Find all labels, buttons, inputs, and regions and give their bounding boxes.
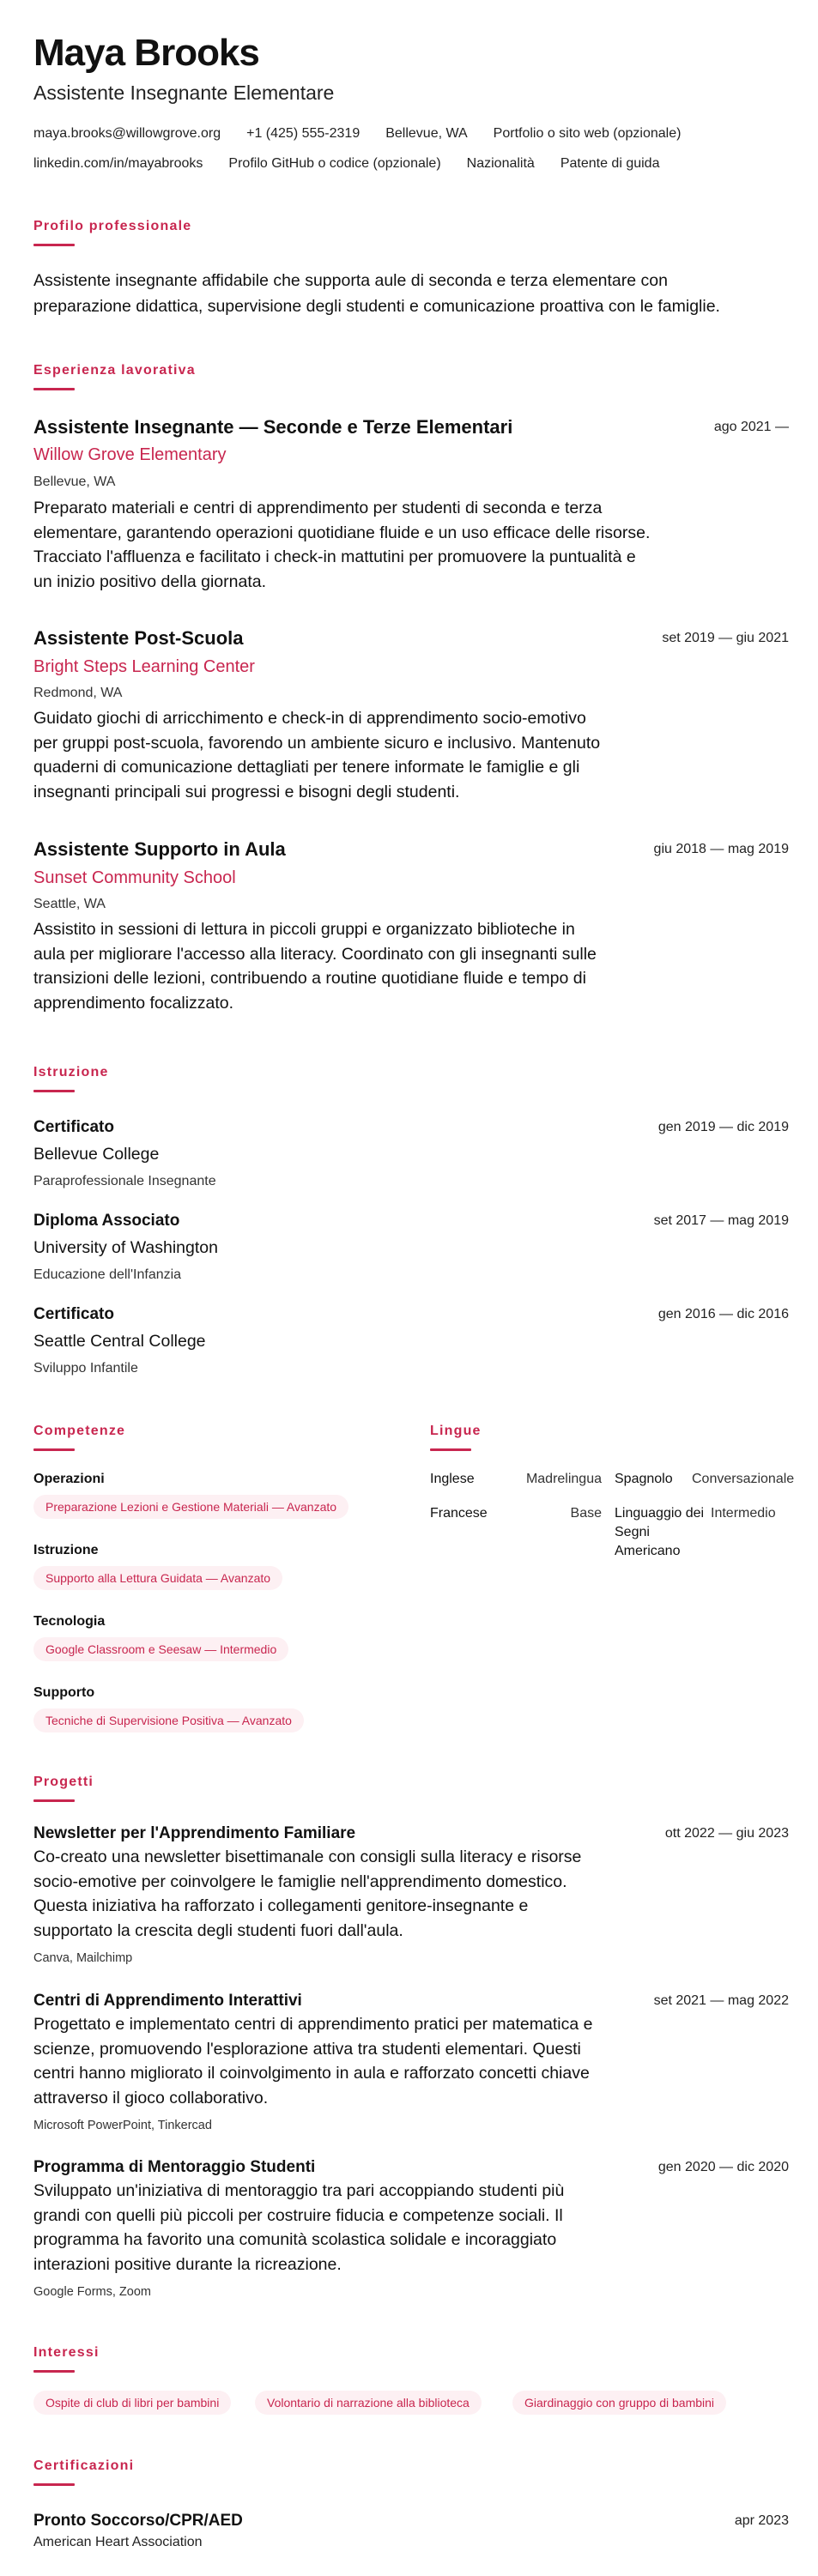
candidate-title: Assistente Insegnante Elementare: [33, 82, 335, 104]
github-link[interactable]: Profilo GitHub o codice (opzionale): [228, 156, 441, 171]
education-degree: Diploma Associato: [33, 1212, 180, 1230]
profile-line: preparazione didattica, supervisione degli studenti e comunicazione proattiva con le famiglie.: [33, 297, 720, 316]
skill-category: Operazioni: [33, 1472, 105, 1486]
language-name: Spagnolo: [615, 1472, 673, 1486]
job-location: Bellevue, WA: [33, 475, 116, 489]
job-description: [33, 917, 597, 1015]
phone-link[interactable]: +1 (425) 555-2319: [246, 126, 361, 141]
skills-heading: Competenze: [33, 1424, 126, 1438]
interest-chip: Ospite di club di libri per bambini: [33, 2391, 231, 2415]
location-text: Bellevue, WA: [385, 126, 468, 141]
project-tech: Canva, Mailchimp: [33, 1951, 133, 1965]
portfolio-link[interactable]: Portfolio o sito web (opzionale): [493, 126, 682, 141]
projects-underline: [33, 1799, 75, 1802]
education-field: Paraprofessionale Insegnante: [33, 1174, 216, 1188]
education-field: Sviluppo Infantile: [33, 1361, 138, 1376]
job-location: Redmond, WA: [33, 686, 123, 700]
language-name: [615, 1504, 709, 1561]
education-underline: [33, 1090, 75, 1092]
project-title: Newsletter per l'Apprendimento Familiare: [33, 1824, 356, 1842]
job-title: Assistente Supporto in Aula: [33, 838, 286, 860]
project-desc-line: Co-creato una newsletter bisettimanale con consigli sulla literacy e risorse: [33, 1847, 582, 1866]
job-desc-line: Preparato materiali e centri di apprendimento per studenti di seconda e terza: [33, 499, 603, 517]
certification-name: Pronto Soccorso/CPR/AED: [33, 2512, 243, 2530]
education-heading: Istruzione: [33, 1065, 109, 1079]
job-desc-line: transizioni delle lezioni, contribuendo a routine quotidiane fluide e tempo di: [33, 969, 586, 988]
job-desc-line: elementare, garantendo operazioni quotidiane fluide e un uso efficace delle risorse.: [33, 523, 651, 542]
project-tech: Google Forms, Zoom: [33, 2285, 151, 2299]
project-desc-line: Questa iniziativa ha rafforzato i collegamenti genitore-insegnante e: [33, 1896, 529, 1915]
candidate-name: Maya Brooks: [33, 32, 259, 74]
skill-chip: Supporto alla Lettura Guidata — Avanzato: [33, 1566, 282, 1590]
language-name: Francese: [430, 1506, 488, 1521]
project-desc-line: supportato la crescita degli studenti fuori dall'aula.: [33, 1920, 403, 1940]
email-link[interactable]: maya.brooks@willowgrove.org: [33, 126, 221, 141]
skill-category: Tecnologia: [33, 1614, 106, 1629]
language-level: Base: [570, 1506, 602, 1521]
job-title: Assistente Insegnante — Seconde e Terze Elementari: [33, 416, 513, 438]
project-description: [33, 2012, 592, 2110]
education-school: Bellevue College: [33, 1145, 160, 1164]
language-level: Conversazionale: [692, 1472, 795, 1486]
job-description: [33, 496, 650, 594]
project-desc-line: attraverso il gioco collaborativo.: [33, 2088, 269, 2107]
experience-heading: Esperienza lavorativa: [33, 363, 196, 378]
project-desc-line: programma ha favorito una comunità scolastica solidale e incoraggiato: [33, 2230, 557, 2249]
job-desc-line: insegnanti principali sui progressi e bisogni degli studenti.: [33, 782, 460, 801]
skill-category: Supporto: [33, 1685, 95, 1700]
job-company: Sunset Community School: [33, 868, 236, 887]
language-name-line: Linguaggio dei: [615, 1506, 705, 1521]
job-title: Assistente Post-Scuola: [33, 627, 244, 649]
language-name: Inglese: [430, 1472, 475, 1486]
certifications-heading: Certificazioni: [33, 2458, 135, 2473]
languages-heading: Lingue: [430, 1424, 482, 1438]
project-date: ott 2022 — giu 2023: [664, 1826, 789, 1841]
certification-issuer: American Heart Association: [33, 2535, 203, 2549]
experience-underline: [33, 388, 75, 390]
profile-summary: [33, 268, 720, 319]
project-desc-line: Progettato e implementato centri di apprendimento pratici per matematica e: [33, 2015, 593, 2034]
job-desc-line: Assistito in sessioni di lettura in piccoli gruppi e organizzato biblioteche in: [33, 920, 575, 939]
job-company: Willow Grove Elementary: [33, 445, 227, 464]
job-date: giu 2018 — mag 2019: [653, 842, 789, 856]
job-date: set 2019 — giu 2021: [662, 631, 789, 645]
language-name-line: Americano: [615, 1544, 681, 1558]
profile-line: Assistente insegnante affidabile che supporta aule di seconda e terza elementare con: [33, 271, 668, 290]
interests-underline: [33, 2370, 75, 2373]
skill-category: Istruzione: [33, 1543, 99, 1557]
education-date: set 2017 — mag 2019: [653, 1213, 789, 1228]
contact-row-1: [33, 125, 681, 142]
job-company: Bright Steps Learning Center: [33, 657, 255, 676]
interest-chip: Volontario di narrazione alla biblioteca: [255, 2391, 482, 2415]
project-desc-line: scienze, promuovendo l'esplorazione attiva tra studenti elementari. Questi: [33, 2039, 581, 2059]
job-desc-line: aula per migliorare l'accesso alla literacy. Coordinato con gli insegnanti sulle: [33, 944, 597, 964]
profile-heading: Profilo professionale: [33, 219, 192, 233]
skills-underline: [33, 1448, 75, 1451]
project-date: gen 2020 — dic 2020: [657, 2160, 789, 2174]
skill-chip: Tecniche di Supervisione Positiva — Avanzato: [33, 1708, 304, 1732]
education-date: gen 2019 — dic 2019: [657, 1120, 789, 1134]
job-desc-line: per gruppi post-scuola, favorendo un ambiente sicuro e inclusivo. Mantenuto: [33, 733, 601, 753]
language-level: Madrelingua: [525, 1472, 602, 1486]
interests-heading: Interessi: [33, 2345, 100, 2360]
interest-chip: Giardinaggio con gruppo di bambini: [512, 2391, 726, 2415]
education-date: gen 2016 — dic 2016: [657, 1307, 789, 1321]
skill-chip: Preparazione Lezioni e Gestione Materiali — Avanzato: [33, 1495, 348, 1519]
resume-page: [33, 0, 795, 2576]
job-desc-line: un inizio positivo della giornata.: [33, 571, 267, 591]
project-description: [33, 1845, 581, 1943]
nationality-text: Nazionalità: [466, 156, 535, 171]
contact-row-2: [33, 155, 659, 172]
education-school: University of Washington: [33, 1238, 218, 1257]
project-desc-line: centri hanno migliorato il coinvolgimento in aula e rafforzato concetti chiave: [33, 2064, 590, 2083]
skill-chip: Google Classroom e Seesaw — Intermedio: [33, 1637, 288, 1661]
job-desc-line: Guidato giochi di arricchimento e check-in di apprendimento socio-emotivo: [33, 709, 586, 728]
education-degree: Certificato: [33, 1118, 114, 1136]
project-title: Centri di Apprendimento Interattivi: [33, 1992, 302, 2010]
project-tech: Microsoft PowerPoint, Tinkercad: [33, 2119, 212, 2132]
education-field: Educazione dell'Infanzia: [33, 1267, 182, 1282]
education-degree: Certificato: [33, 1305, 114, 1323]
projects-heading: Progetti: [33, 1775, 94, 1789]
project-desc-line: socio-emotive per coinvolgere le famiglie nell'apprendimento domestico.: [33, 1872, 567, 1891]
job-desc-line: Tracciato l'affluenza e facilitato i check-in mattutini per promuovere la puntualità e: [33, 547, 636, 566]
language-name-line: Segni: [615, 1525, 650, 1539]
job-description: [33, 706, 600, 804]
certifications-underline: [33, 2483, 75, 2486]
driving-license-text: Patente di guida: [560, 156, 660, 171]
project-date: set 2021 — mag 2022: [653, 1993, 789, 2008]
project-title: Programma di Mentoraggio Studenti: [33, 2158, 316, 2176]
project-description: [33, 2179, 564, 2277]
language-level: Intermedio: [711, 1506, 776, 1521]
linkedin-link[interactable]: linkedin.com/in/mayabrooks: [33, 156, 203, 171]
job-location: Seattle, WA: [33, 897, 106, 911]
project-desc-line: Sviluppato un'iniziativa di mentoraggio tra pari accoppiando studenti più: [33, 2181, 565, 2200]
certification-date: apr 2023: [734, 2513, 789, 2528]
job-desc-line: apprendimento focalizzato.: [33, 993, 234, 1013]
languages-underline: [430, 1448, 471, 1451]
job-date: ago 2021 —: [713, 420, 789, 434]
project-desc-line: interazioni positive durante la ricreazione.: [33, 2254, 342, 2274]
job-desc-line: quaderni di comunicazione dettagliati per tenere informate le famiglie e gli: [33, 758, 580, 777]
education-school: Seattle Central College: [33, 1332, 206, 1351]
profile-underline: [33, 244, 75, 246]
project-desc-line: grandi con quelli più piccoli per costruire fiducia e competenze sociali. Il: [33, 2205, 563, 2225]
